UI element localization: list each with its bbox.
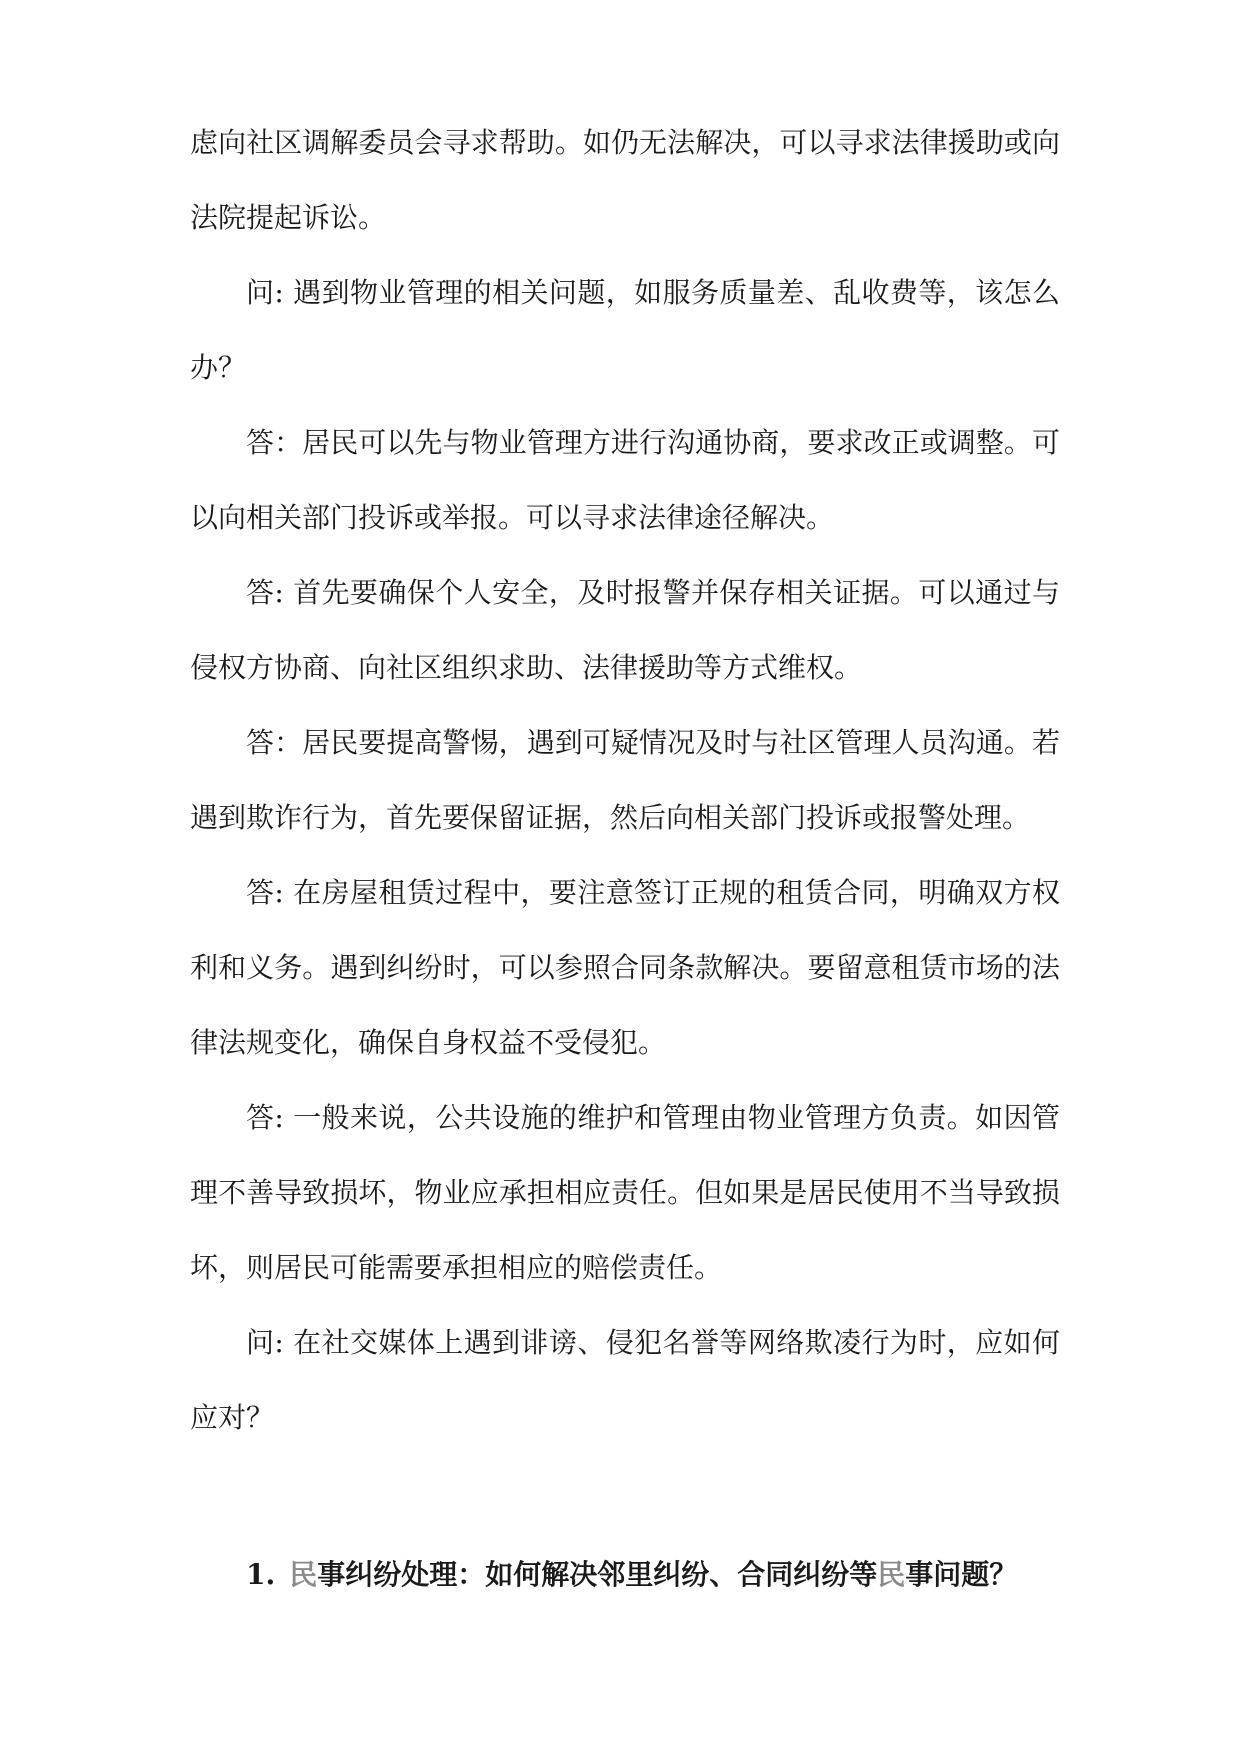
paragraph-8: 问: 在社交媒体上遇到诽谤、侵犯名誉等网络欺凌行为时，应如何应对？ bbox=[190, 1326, 1060, 1434]
heading-text-1: 事纠纷处理：如何解决邻里纠纷、合同纠纷等 bbox=[317, 1558, 878, 1591]
paragraph-7: 答: 一般来说，公共设施的维护和管理由物业管理方负责。如因管理不善导致损坏，物业应承担相应责任。但如果是居民使用不当导致损坏，则居民可能需要承担相应的赔偿责任。 bbox=[190, 1101, 1060, 1284]
paragraph-4: 答: 首先要确保个人安全，及时报警并保存相关证据。可以通过与侵权方协商、向社区组织求助、法律援助等方式维权。 bbox=[190, 576, 1060, 684]
section-heading bbox=[246, 1555, 1066, 1595]
paragraph-2: 问: 遇到物业管理的相关问题，如服务质量差、乱收费等，该怎么办？ bbox=[190, 276, 1060, 384]
heading-grey-char-1: 民 bbox=[289, 1558, 318, 1591]
paragraph-6: 答: 在房屋租赁过程中，要注意签订正规的租赁合同，明确双方权利和义务。遇到纠纷时，可以参照合同条款解决。要留意租赁市场的法律法规变化，确保自身权益不受侵犯。 bbox=[190, 876, 1060, 1059]
paragraph-3: 答：居民可以先与物业管理方进行沟通协商，要求改正或调整。可以向相关部门投诉或举报。可以寻求法律途径解决。 bbox=[190, 426, 1060, 534]
heading-grey-char-2: 民 bbox=[877, 1558, 906, 1591]
paragraph-1: 虑向社区调解委员会寻求帮助。如仍无法解决，可以寻求法律援助或向法院提起诉讼。 bbox=[190, 126, 1060, 234]
heading-text-2: 事问题？ bbox=[905, 1558, 1018, 1591]
heading-number: 1. bbox=[246, 1558, 276, 1591]
paragraph-5: 答：居民要提高警惕，遇到可疑情况及时与社区管理人员沟通。若遇到欺诈行为，首先要保留证据，然后向相关部门投诉或报警处理。 bbox=[190, 726, 1060, 834]
